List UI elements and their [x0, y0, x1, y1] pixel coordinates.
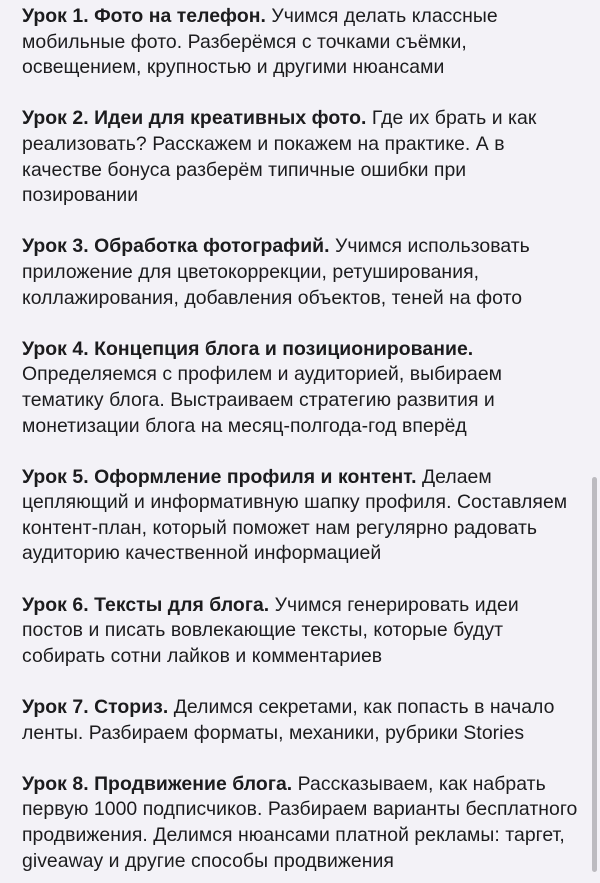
lesson-title: Урок 1. Фото на телефон.: [22, 5, 266, 27]
lesson-description: Учимся делать классные мобильные фото. Разберёмся с точками съёмки, освещением, крупностью и другими нюансами: [22, 5, 498, 79]
lesson-title: Урок 6. Тексты для блога.: [22, 593, 270, 616]
lesson-description: Учимся использовать приложение для цветокоррекции, ретуширования, коллажирования, добавления объектов, теней на фото: [22, 235, 530, 309]
lesson-description: Делимся секретами, как попасть в начало ленты. Разбираем форматы, механики, рубрики Stories: [22, 696, 555, 744]
scrollbar[interactable]: [592, 477, 597, 872]
lesson-8: [22, 772, 582, 874]
lesson-description: Определяемся с профилем и аудиторией, выбираем тематику блога. Выстраиваем стратегию развития и монетизации блога на месяц-полгода-год вперёд: [22, 363, 503, 437]
lesson-1: [22, 4, 582, 81]
lesson-list: [22, 4, 582, 874]
lesson-description: Учимся генерировать идеи постов и писать вовлекающие тексты, которые будут собирать сотни лайков и комментариев: [22, 593, 519, 667]
lesson-4: [22, 337, 582, 439]
lesson-title: Урок 8. Продвижение блога.: [22, 772, 293, 795]
lesson-title: Урок 3. Обработка фотографий.: [22, 235, 330, 258]
lesson-3: [22, 234, 582, 311]
lesson-title: Урок 4. Концепция блога и позиционирование.: [22, 337, 474, 360]
lesson-title: Урок 7. Сториз.: [22, 696, 169, 719]
lesson-5: [22, 465, 582, 567]
lesson-description: Рассказываем, как набрать первую 1000 подписчиков. Разбираем варианты бесплатного продвижения. Делимся нюансами платной рекламы: таргет, giveaway и другие способы продвижения: [22, 772, 578, 872]
lesson-description: Где их брать и как реализовать? Расскажем и покажем на практике. А в качестве бонуса разберём типичные ошибки при позировании: [22, 107, 537, 207]
lesson-2: [22, 106, 582, 208]
lesson-title: Урок 2. Идеи для креативных фото.: [22, 107, 367, 130]
lesson-description: Делаем цепляющий и информативную шапку профиля. Составляем контент-план, который поможет нам регулярно радовать аудиторию качественной информацией: [22, 465, 568, 565]
lesson-title: Урок 5. Оформление профиля и контент.: [22, 465, 417, 488]
lesson-6: [22, 593, 582, 670]
lesson-7: [22, 695, 582, 746]
